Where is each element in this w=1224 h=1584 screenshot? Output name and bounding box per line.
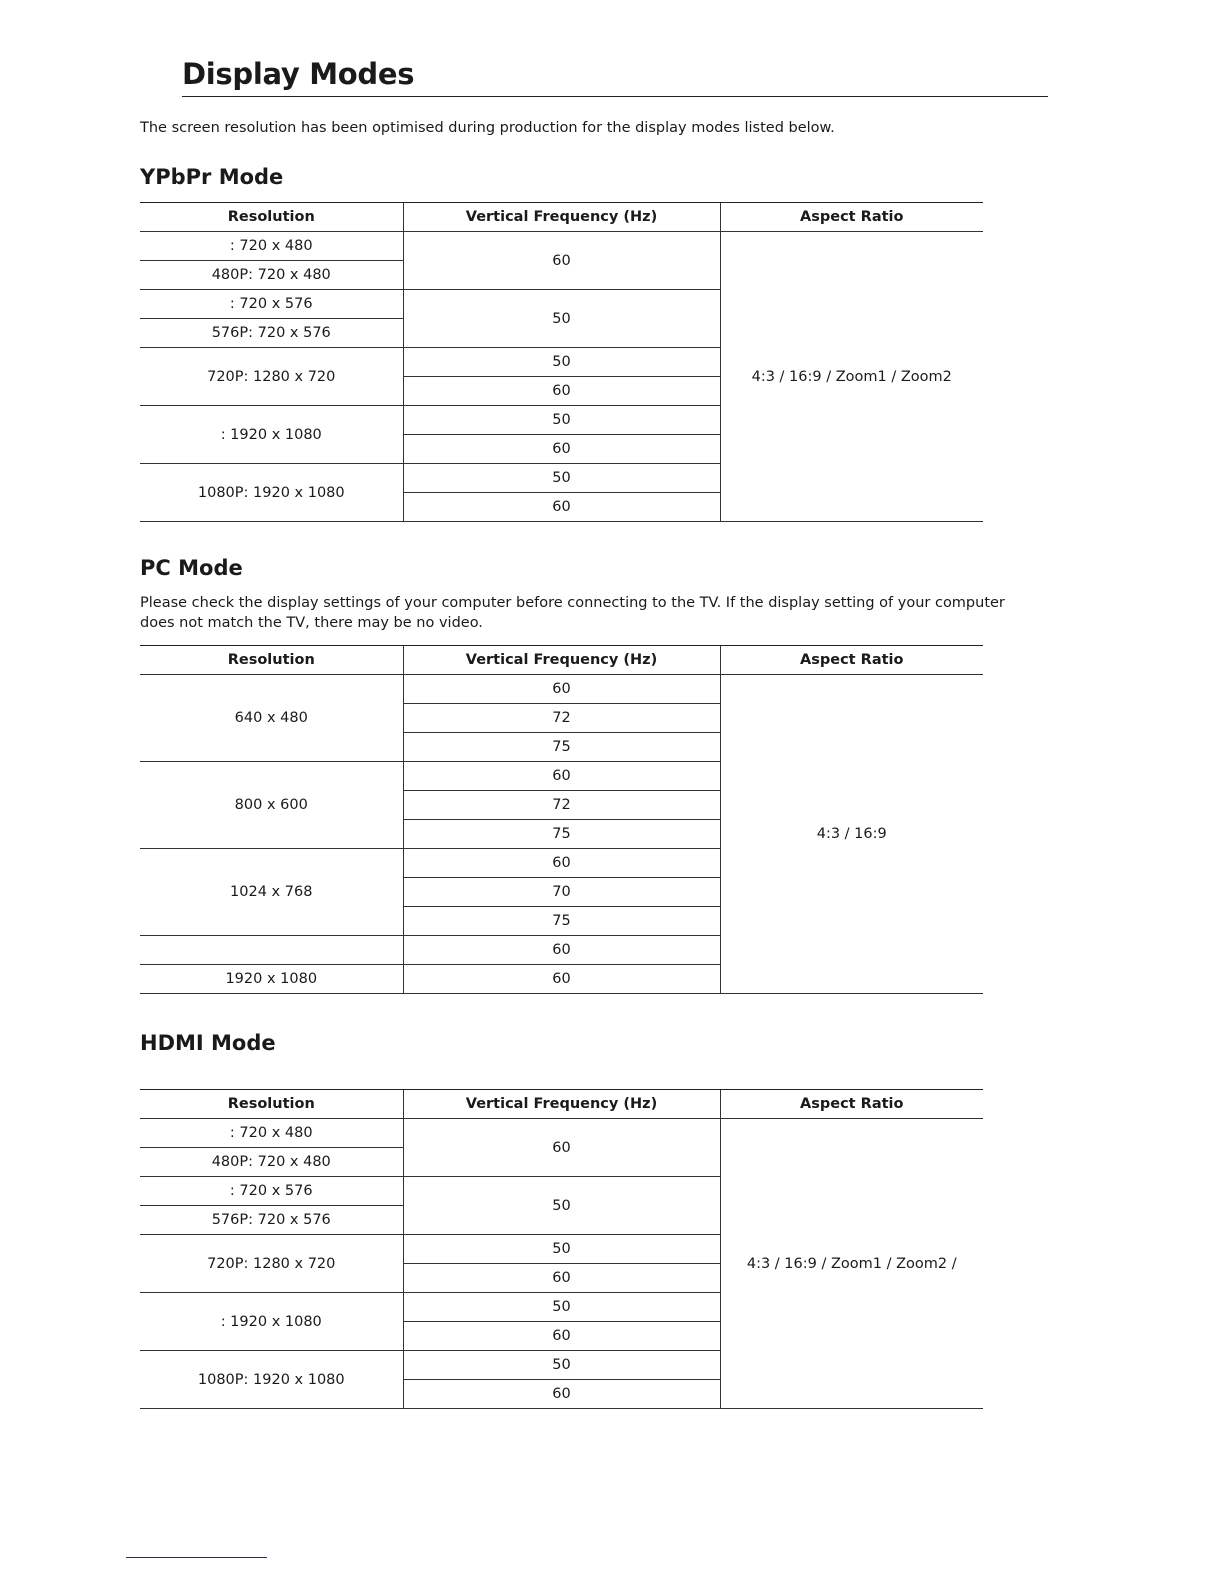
frequency-cell: 75 <box>403 733 720 762</box>
resolution-header: Resolution <box>140 646 403 675</box>
frequency-cell: 50 <box>403 1351 720 1380</box>
frequency-cell: 75 <box>403 820 720 849</box>
frequency-cell: 50 <box>403 290 720 348</box>
resolution-cell: : 720 x 480 <box>140 1119 403 1148</box>
hdmi-section-title: HDMI Mode <box>140 1031 276 1055</box>
resolution-cell: 720P: 1280 x 720 <box>140 348 403 406</box>
frequency-cell: 70 <box>403 878 720 907</box>
frequency-cell: 50 <box>403 1177 720 1235</box>
frequency-header: Vertical Frequency (Hz) <box>403 646 720 675</box>
table-row <box>140 232 983 261</box>
frequency-cell: 72 <box>403 704 720 733</box>
frequency-cell: 50 <box>403 348 720 377</box>
resolution-cell: 1080P: 1920 x 1080 <box>140 464 403 522</box>
frequency-cell: 50 <box>403 406 720 435</box>
resolution-cell: 480P: 720 x 480 <box>140 1148 403 1177</box>
resolution-cell: 576P: 720 x 576 <box>140 319 403 348</box>
frequency-cell: 60 <box>403 1264 720 1293</box>
frequency-cell: 60 <box>403 965 720 994</box>
resolution-cell: 800 x 600 <box>140 762 403 849</box>
hdmi-mode-table <box>140 1089 983 1409</box>
resolution-cell: : 1920 x 1080 <box>140 406 403 464</box>
aspect-ratio-header: Aspect Ratio <box>720 203 983 232</box>
resolution-cell: : 720 x 576 <box>140 1177 403 1206</box>
table-row <box>140 675 983 704</box>
resolution-cell: : 1920 x 1080 <box>140 1293 403 1351</box>
pc-mode-table <box>140 645 983 994</box>
frequency-cell: 72 <box>403 791 720 820</box>
frequency-cell: 60 <box>403 232 720 290</box>
frequency-cell: 60 <box>403 1322 720 1351</box>
frequency-cell: 60 <box>403 435 720 464</box>
resolution-header: Resolution <box>140 1090 403 1119</box>
aspect-ratio-cell: 4:3 / 16:9 / Zoom1 / Zoom2 / <box>720 1119 983 1409</box>
resolution-header: Resolution <box>140 203 403 232</box>
frequency-cell: 60 <box>403 1380 720 1409</box>
table-header-row <box>140 646 983 675</box>
frequency-cell: 60 <box>403 675 720 704</box>
page-title: Display Modes <box>182 56 1048 97</box>
intro-text: The screen resolution has been optimised during production for the display modes listed below. <box>140 120 835 136</box>
resolution-cell: : 720 x 576 <box>140 290 403 319</box>
pc-section-description: Please check the display settings of your computer before connecting to the TV. If the display setting of your computer does not match the TV, there may be no video. <box>140 595 1005 631</box>
resolution-cell: 1024 x 768 <box>140 849 403 936</box>
aspect-ratio-header: Aspect Ratio <box>720 1090 983 1119</box>
frequency-cell: 60 <box>403 493 720 522</box>
pc-section-title: PC Mode <box>140 556 243 580</box>
ypbpr-mode-table <box>140 202 983 522</box>
aspect-ratio-header: Aspect Ratio <box>720 646 983 675</box>
resolution-cell: 576P: 720 x 576 <box>140 1206 403 1235</box>
frequency-cell: 60 <box>403 377 720 406</box>
frequency-cell: 50 <box>403 1293 720 1322</box>
frequency-cell: 60 <box>403 849 720 878</box>
resolution-cell: 1920 x 1080 <box>140 965 403 994</box>
frequency-cell: 75 <box>403 907 720 936</box>
ypbpr-section-title: YPbPr Mode <box>140 165 284 189</box>
frequency-cell: 50 <box>403 1235 720 1264</box>
aspect-ratio-cell: 4:3 / 16:9 / Zoom1 / Zoom2 <box>720 232 983 522</box>
resolution-cell: 1080P: 1920 x 1080 <box>140 1351 403 1409</box>
resolution-cell: 480P: 720 x 480 <box>140 261 403 290</box>
frequency-header: Vertical Frequency (Hz) <box>403 203 720 232</box>
table-header-row <box>140 1090 983 1119</box>
footer-rule <box>126 1557 267 1558</box>
frequency-cell: 50 <box>403 464 720 493</box>
frequency-cell: 60 <box>403 936 720 965</box>
resolution-cell: 720P: 1280 x 720 <box>140 1235 403 1293</box>
frequency-cell: 60 <box>403 762 720 791</box>
resolution-cell: 640 x 480 <box>140 675 403 762</box>
frequency-header: Vertical Frequency (Hz) <box>403 1090 720 1119</box>
resolution-cell: : 720 x 480 <box>140 232 403 261</box>
table-row <box>140 1119 983 1148</box>
frequency-cell: 60 <box>403 1119 720 1177</box>
resolution-cell <box>140 936 403 965</box>
table-header-row <box>140 203 983 232</box>
aspect-ratio-cell: 4:3 / 16:9 <box>720 675 983 994</box>
